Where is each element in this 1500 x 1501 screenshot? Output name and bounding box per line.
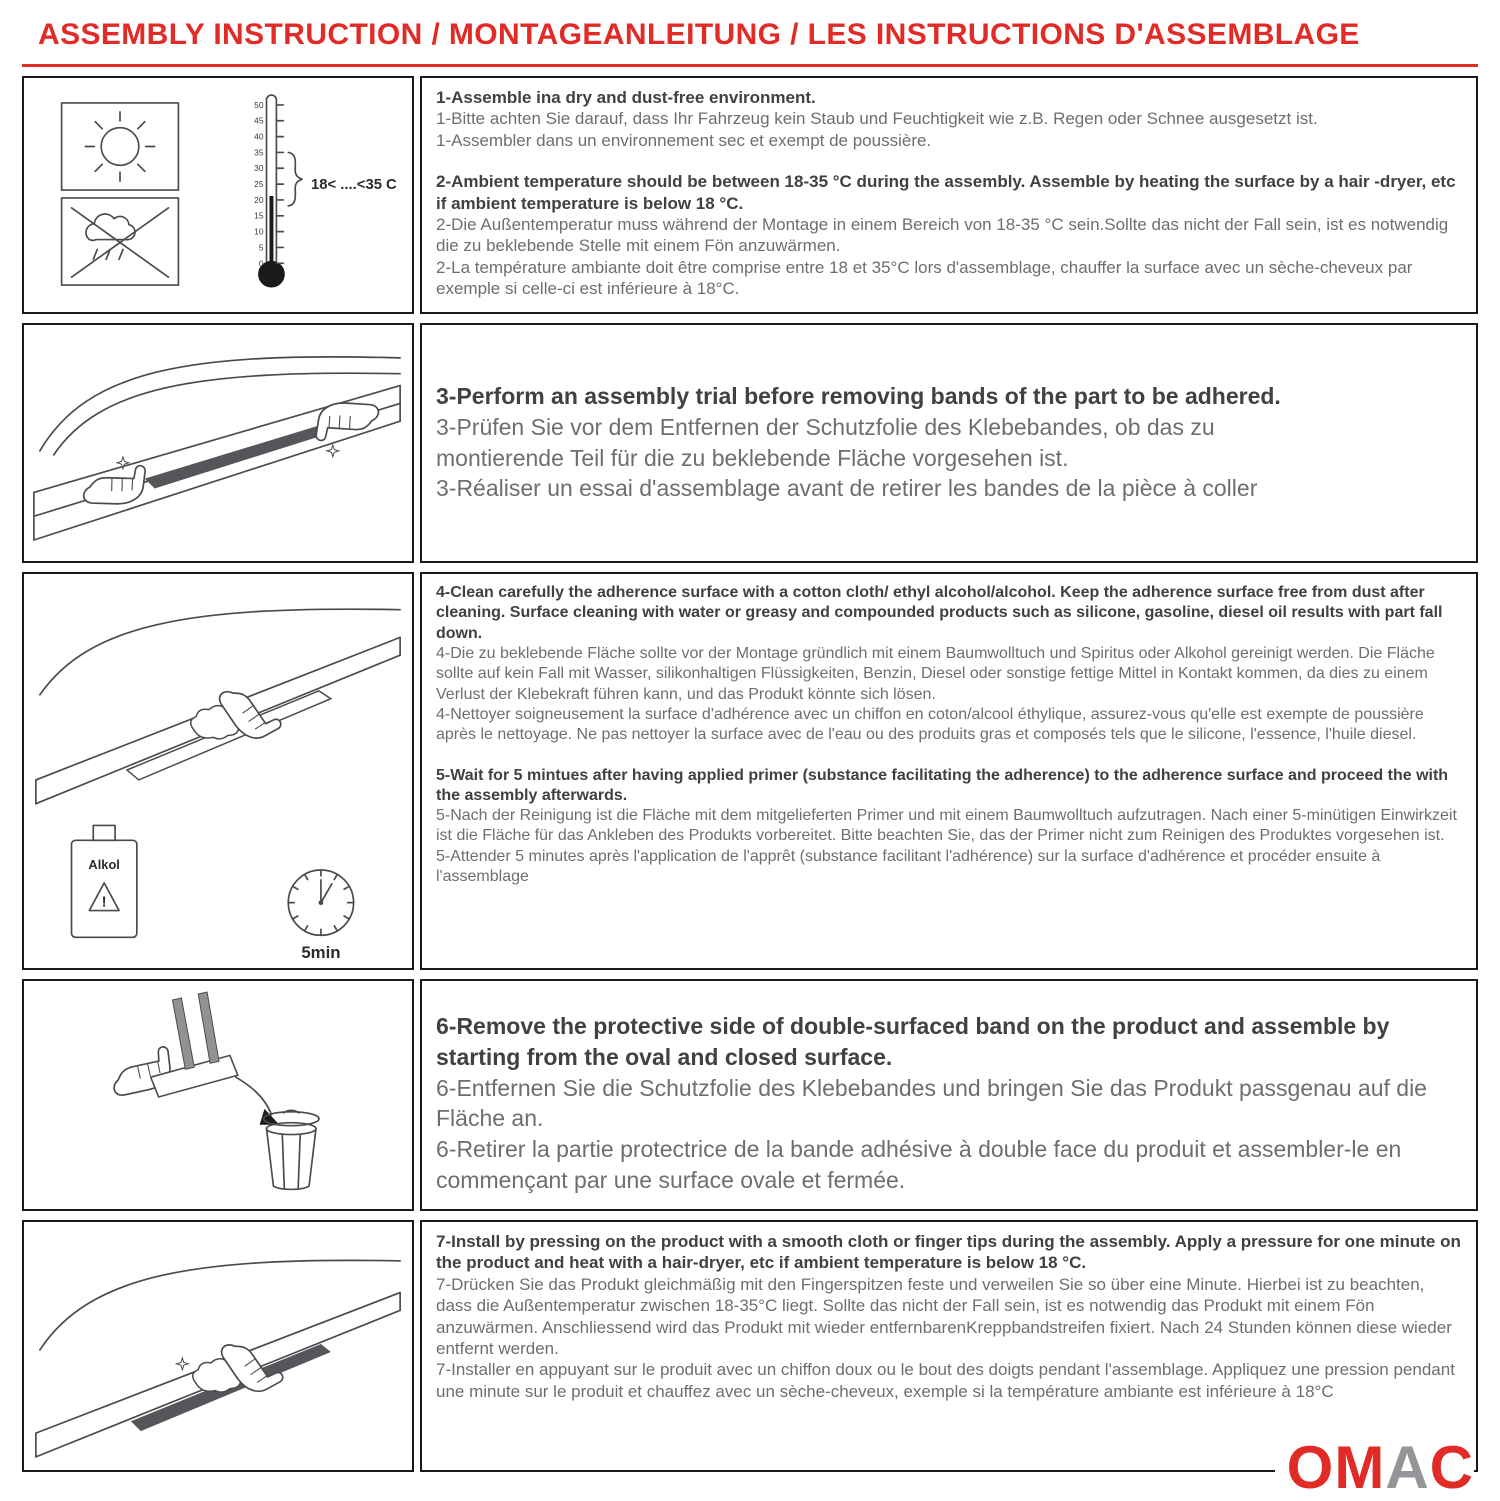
- thermometer-icon: [254, 95, 397, 287]
- sun-icon: [62, 103, 179, 190]
- thermometer-tick-label: 20: [254, 194, 264, 205]
- climate-drawing: [24, 78, 412, 312]
- instruction-3-fr: 3-Réaliser un essai d'assemblage avant de retirer les bandes de la pièce à coller: [436, 475, 1258, 502]
- clock-icon: [288, 870, 353, 962]
- instruction-4-fr: 4-Nettoyer soigneusement la surface d'adhérence avec un chiffon en coton/alcool éthylique, assurez-vous qu'elle est exempte de poussière après le nettoyage. Ne pas nettoyer la surface avec de l'eau ou des produits gras et composés tels que le silicone, l'essence, l'huile diesel.: [436, 705, 1424, 744]
- alcohol-bottle-icon: [72, 825, 137, 937]
- thermometer-tick-label: 25: [254, 179, 264, 190]
- sparkle-icon: [176, 1358, 188, 1370]
- instruction-6-fr: 6-Retirer la partie protectrice de la bande adhésive à double face du produit et assembler-le en commençant par une surface ovale et fermée.: [436, 1136, 1402, 1194]
- bottle-label: Alkol: [88, 856, 120, 872]
- thermometer-tick-label: 45: [254, 115, 264, 126]
- clock-duration-label: 5min: [301, 943, 341, 963]
- arrow-icon: [236, 1077, 280, 1125]
- illustration-remove-band: [22, 979, 414, 1211]
- door-sill-trim-strip: [145, 426, 327, 488]
- instruction-4-de: 4-Die zu beklebende Fläche sollte vor der Montage gründlich mit einem Baumwolltuch und Spiritus oder Alkohol gereinigt werden. Die Fläche sollte auf kein Fall mit Wasser, silikonhaltigen Flüssigkeiten, Benzin, Diesel oder sonstige fettige Mittel in Kontakt kommen, da dies zu einem Verlust der Klebekraft führen kann, und das Produkt könnte sich lösen.: [436, 644, 1435, 703]
- thermometer-tick-label: 5: [258, 242, 264, 253]
- clean-drawing: [24, 574, 412, 968]
- logo-part-om: OM: [1286, 1434, 1386, 1501]
- instruction-1-en: 1-Assemble ina dry and dust-free environment.: [436, 88, 816, 107]
- instruction-7-de: 7-Drücken Sie das Produkt gleichmäßig mit den Fingerspitzen feste und verweilen Sie so über eine Minute. Hierbei ist zu beachten, dass die Außentemperatur zwischen 18-35°C liegt. Sollte das nicht der Fall sein, ist es notwendig das Produkt mit einem Fön anzuwärmen. Anschliessend wird das Produkt mit wieder entfernbarenKreppbandstreifen fixiert. Nach 24 Stunden können diese wieder entfernt werden.: [436, 1274, 1452, 1359]
- section-remove-band: [22, 979, 1478, 1211]
- logo-part-a: A: [1385, 1434, 1430, 1501]
- section-assembly-trial: [22, 323, 1478, 563]
- instruction-2-en: 2-Ambient temperature should be between 18-35 °C during the assembly. Assemble by heating the surface by a hair -dryer, etc if ambient temperature is below 18 °C.: [436, 172, 1456, 213]
- sparkle-icon: [327, 445, 339, 457]
- instruction-7-fr: 7-Installer en appuyant sur le produit avec un chiffon doux ou le bout des doigts pendant l'assemblage. Appliquez une pression pendant une minute sur le produit et chauffez avec un sèche-cheveux, exemple si la température ambiante est inférieure à 18°C: [436, 1360, 1455, 1401]
- protective-band-strip: [172, 998, 194, 1069]
- thermometer-tick-label: 30: [254, 163, 264, 174]
- instruction-5-fr: 5-Attender 5 minutes après l'application de l'apprêt (substance facilitant l'adhérence) sur la surface d'adhérence et procéder ensuite à l'assemblage: [436, 847, 1381, 886]
- logo-part-c: C: [1429, 1434, 1474, 1501]
- thermometer-tick-label: 50: [254, 99, 264, 110]
- illustration-climate: [22, 76, 414, 314]
- section-environment: [22, 76, 1478, 314]
- section-environment-text: [420, 76, 1478, 314]
- instruction-6-en: 6-Remove the protective side of double-surfaced band on the product and assemble by starting from the oval and closed surface.: [436, 1013, 1390, 1070]
- header: [22, 12, 1478, 67]
- left-hand-icon: [80, 464, 153, 513]
- thermometer-tick-label: 35: [254, 147, 264, 158]
- illustration-press-heat: [22, 1220, 414, 1472]
- thermometer-tick-label: 40: [254, 131, 264, 142]
- page-title: ASSEMBLY INSTRUCTION / MONTAGEANLEITUNG / LES INSTRUCTIONS D'ASSEMBLAGE: [38, 18, 1360, 51]
- instruction-1-fr: 1-Assembler dans un environnement sec et exempt de poussière.: [436, 130, 932, 150]
- range-bracket: [288, 152, 302, 205]
- thermometer-tick-label: 10: [254, 226, 264, 237]
- section-clean-primer-text: [420, 572, 1478, 970]
- trial-drawing: [24, 325, 412, 561]
- section-press-heat: [22, 1220, 1478, 1472]
- instruction-5-en: 5-Wait for 5 mintues after having applied primer (substance facilitating the adherence) to the adherence surface and proceed the with the assembly afterwards.: [436, 766, 1449, 804]
- instruction-3-de: 3-Prüfen Sie vor dem Entfernen der Schutzfolie des Klebebandes, ob das zu montierende Teil für die zu beklebende Fläche vorgesehen ist.: [436, 413, 1215, 471]
- omac-logo: [1275, 1434, 1474, 1501]
- instruction-7-en: 7-Install by pressing on the product with a smooth cloth or finger tips during the assembly. Apply a pressure for one minute on the product and heat with a hair-dryer, etc if ambient temperature is below 18 °C.: [436, 1232, 1461, 1273]
- instruction-3-en: 3-Perform an assembly trial before removing bands of the part to be adhered.: [436, 383, 1281, 409]
- thermometer-tick-label: 15: [254, 210, 264, 221]
- door-sill-drawing: [34, 357, 400, 540]
- instruction-4-en: 4-Clean carefully the adherence surface with a cotton cloth/ ethyl alcohol/alcohol. Keep the adherence surface free from dust after cleaning. Surface cleaning with water or greasy and compounded products such as silicone, gasoline, diesel oil results with part fall down.: [436, 584, 1443, 642]
- instruction-5-de: 5-Nach der Reinigung ist die Fläche mit dem mitgelieferten Primer und mit einem Baumwolltuch aufzutragen. Nach einer 5-minütigen Einwirkzeit ist die Fläche für das Ankleben des Produkts vorbereitet. Bitte beachten Sie, das der Primer nicht zum Reinigen des Produktes vorgesehen ist.: [436, 807, 1457, 845]
- illustration-assembly-trial: [22, 323, 414, 563]
- illustration-clean-primer: [22, 572, 414, 970]
- no-rain-icon: [62, 198, 179, 285]
- instruction-2-fr: 2-La température ambiante doit être comprise entre 18 et 35°C lors d'assemblage, chauffer la surface avec un sèche-cheveux par exemple si celle-ci est inférieure à 18°C.: [436, 257, 1413, 299]
- section-assembly-trial-text: [420, 323, 1478, 563]
- section-remove-band-text: [420, 979, 1478, 1211]
- remove-band-drawing: [24, 981, 412, 1209]
- instruction-1-de: 1-Bitte achten Sie darauf, dass Ihr Fahrzeug kein Staub und Feuchtigkeit wie z.B. Regen oder Schnee ausgesetzt ist.: [436, 109, 1318, 129]
- temperature-range-label: 18< ....<35 C: [311, 177, 397, 194]
- section-clean-primer: [22, 572, 1478, 970]
- instruction-2-de: 2-Die Außentemperatur muss während der Montage in einem Bereich von 18-35 °C sein.Sollte das nicht der Fall sein, ist es notwendig die zu beklebende Stelle mit einem Fön anzuwärmen.: [436, 215, 1449, 256]
- thermometer-tick-label: 0: [258, 258, 264, 269]
- bottle-warning-mark: !: [101, 894, 107, 911]
- protective-band-strip: [198, 992, 219, 1063]
- instruction-6-de: 6-Entfernen Sie die Schutzfolie des Klebebandes und bringen Sie das Produkt passgenau auf die Fläche an.: [436, 1074, 1427, 1132]
- press-drawing: [24, 1222, 412, 1470]
